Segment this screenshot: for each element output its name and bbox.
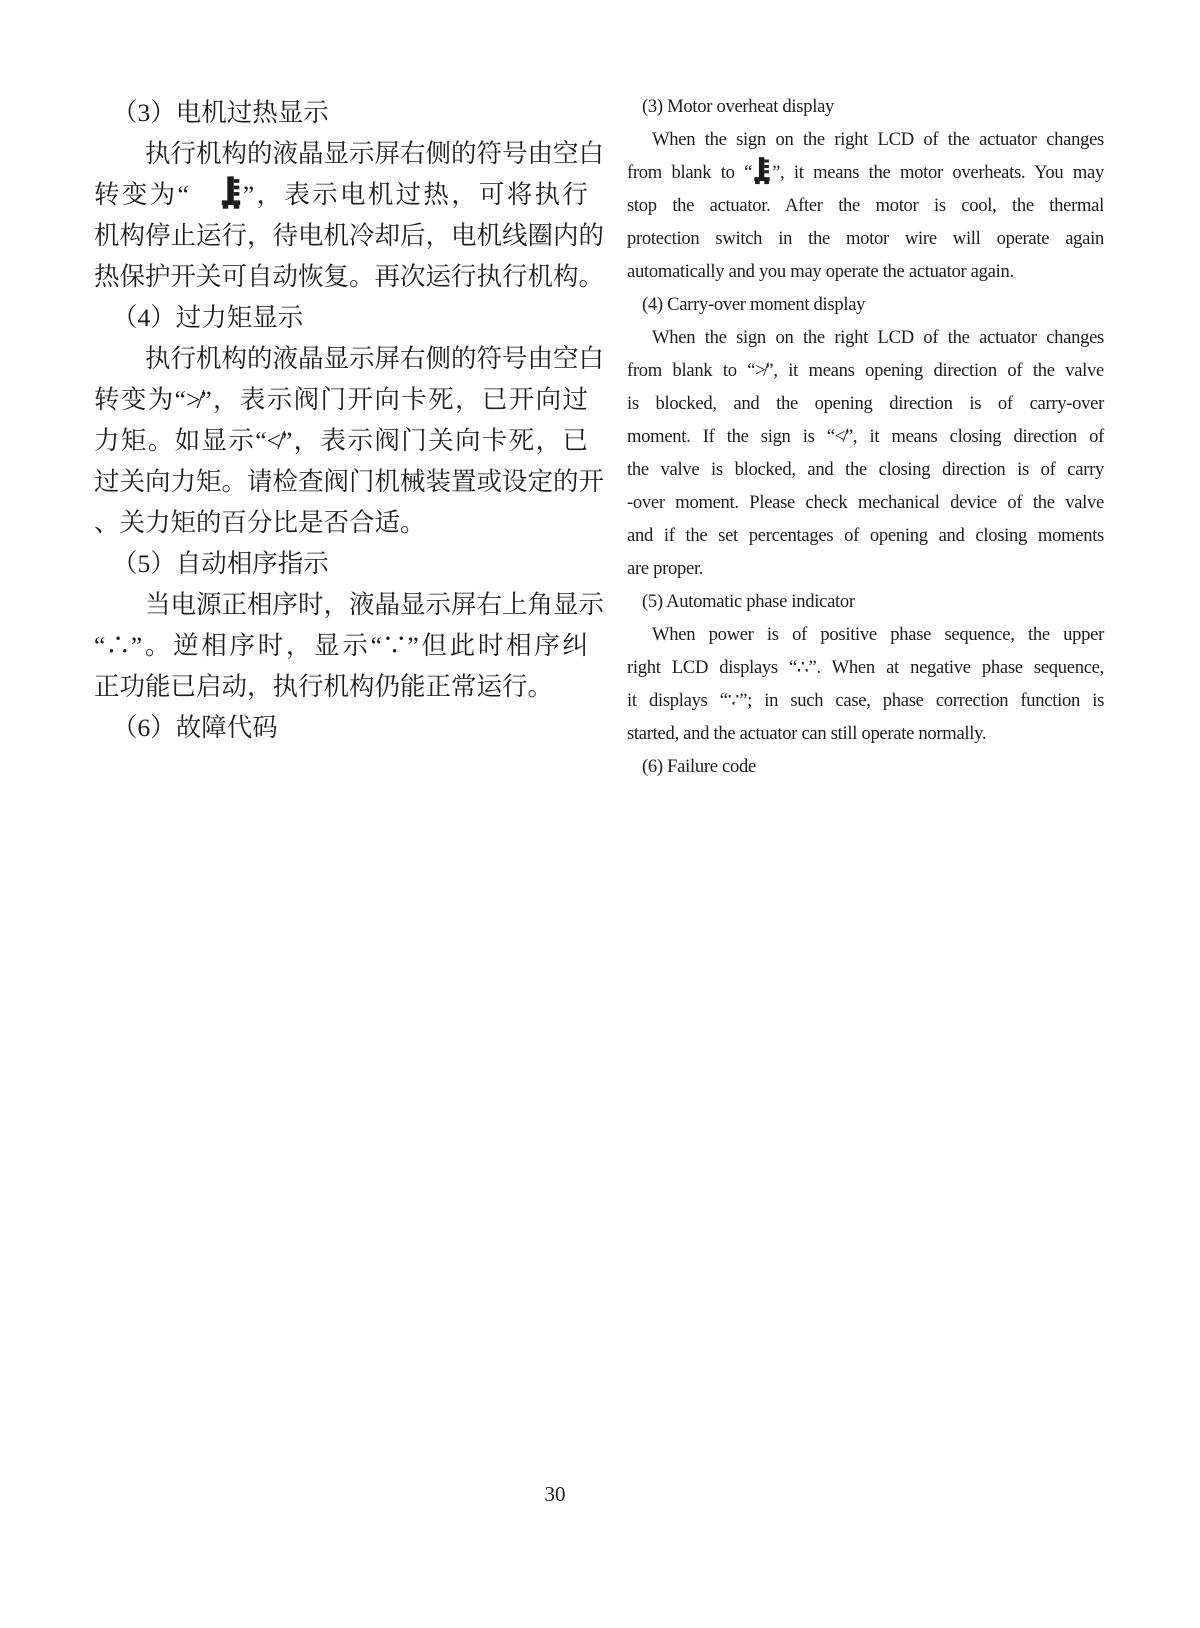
section-heading-zh-3: （3）电机过热显示	[112, 98, 329, 127]
chinese-column	[94, 92, 605, 748]
text-line: When the sign on the right LCD of the actuator changes	[652, 327, 1104, 348]
section-heading-zh-4: （4）过力矩显示	[112, 303, 304, 332]
motor-overheat-icon	[219, 174, 243, 215]
text-segment: from blank to “	[627, 162, 753, 183]
page-number: 30	[544, 1482, 566, 1506]
section-heading-zh-5: （5）自动相序指示	[112, 549, 329, 578]
text-line: stop the actuator. After the motor is cool, the thermal	[627, 195, 1104, 216]
text-line: protection switch in the motor wire will operate again	[627, 228, 1104, 249]
text-line-with-icon	[627, 156, 1104, 189]
text-line: 热保护开关可自动恢复。再次运行执行机构。	[94, 262, 605, 291]
text-line: 正功能已启动，执行机构仍能正常运行。	[94, 672, 554, 701]
text-line: -over moment. Please check mechanical device of the valve	[627, 492, 1104, 513]
text-line: the valve is blocked, and the closing direction is of carry	[627, 459, 1104, 480]
text-segment: 转变为“	[94, 180, 219, 209]
text-line: When power is of positive phase sequence, the upper	[652, 624, 1104, 645]
text-line: 机构停止运行，待电机冷却后，电机线圈内的	[94, 221, 605, 250]
text-line: automatically and you may operate the actuator again.	[627, 261, 1014, 282]
text-line: 执行机构的液晶显示屏右侧的符号由空白	[145, 344, 605, 373]
text-line: 当电源正相序时，液晶显示屏右上角显示	[145, 590, 605, 619]
english-column	[627, 90, 1104, 783]
text-line: and if the set percentages of opening and closing moments	[627, 525, 1104, 546]
section-heading-zh-6: （6）故障代码	[112, 713, 278, 742]
section-heading-en-4: (4) Carry-over moment display	[642, 294, 866, 315]
text-line-with-icon	[94, 174, 588, 215]
text-line: is blocked, and the opening direction is of carry-over	[627, 393, 1104, 414]
text-segment: ”, it means the motor overheats. You may	[772, 162, 1104, 183]
text-segment: ”，表示电机过热，可将执行	[242, 180, 588, 209]
text-line: right LCD displays “∴”. When at negative phase sequence,	[627, 657, 1104, 678]
text-line: 、关力矩的百分比是否合适。	[94, 508, 426, 537]
text-line: 过关向力矩。请检查阀门机械装置或设定的开	[94, 467, 605, 496]
text-line: started, and the actuator can still operate normally.	[627, 723, 987, 744]
text-line: When the sign on the right LCD of the actuator changes	[652, 129, 1104, 150]
section-heading-en-6: (6) Failure code	[642, 756, 756, 777]
section-heading-en-3: (3) Motor overheat display	[642, 96, 835, 117]
text-line: 转变为“≯”，表示阀门开向卡死，已开向过	[94, 385, 588, 414]
text-line: 力矩。如显示“≮”，表示阀门关向卡死，已	[94, 426, 588, 455]
text-line: “∴”。逆相序时，显示“∵”但此时相序纠	[94, 631, 588, 660]
text-line: 执行机构的液晶显示屏右侧的符号由空白	[145, 139, 605, 168]
text-line: moment. If the sign is “≮”, it means closing direction of	[627, 426, 1104, 447]
text-line: it displays “∵”; in such case, phase correction function is	[627, 690, 1104, 711]
text-line: are proper.	[627, 558, 704, 579]
motor-overheat-icon	[752, 156, 772, 189]
section-heading-en-5: (5) Automatic phase indicator	[642, 591, 855, 612]
text-line: from blank to “≯”, it means opening direction of the valve	[627, 360, 1104, 381]
